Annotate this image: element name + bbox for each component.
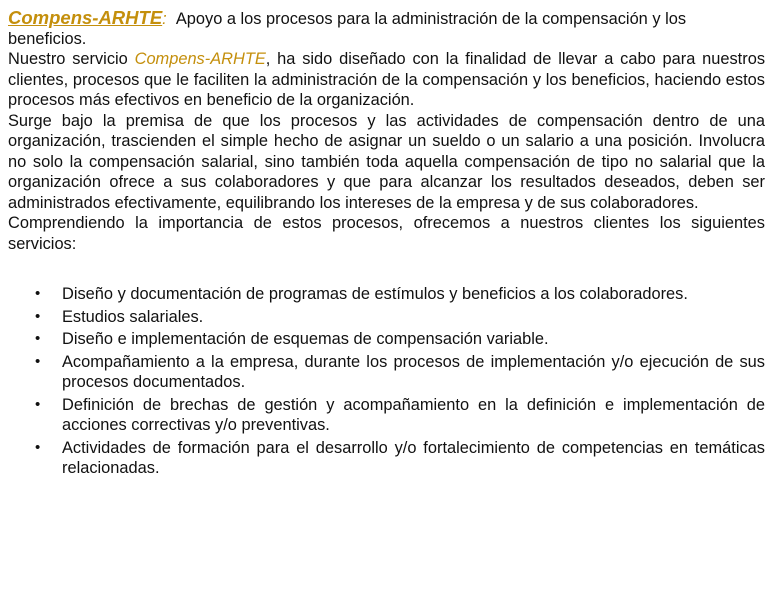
bullet-icon: • <box>35 330 41 347</box>
service-text: Diseño y documentación de programas de estímulos y beneficios a los colaboradores. <box>62 285 688 303</box>
brand-title: Compens-ARHTE <box>8 7 163 28</box>
bullet-icon: • <box>35 285 41 302</box>
bullet-icon: • <box>35 438 41 456</box>
list-item <box>8 395 765 436</box>
document-page <box>8 8 765 481</box>
list-item <box>8 438 765 479</box>
brand-colon: : <box>162 10 167 28</box>
bullet-icon: • <box>35 352 41 370</box>
list-item <box>8 284 765 305</box>
list-item <box>8 329 765 350</box>
list-item <box>8 307 765 328</box>
bullet-icon: • <box>35 307 41 325</box>
intro-text-before: Nuestro servicio <box>8 50 135 68</box>
service-text: Estudios salariales. <box>62 307 204 326</box>
service-text: Acompañamiento a la empresa, durante los procesos de implementación y/o ejecución de sus procesos documentados. <box>62 352 765 391</box>
header-subtitle: Apoyo a los procesos para la administración de la compensación y los beneficios. <box>8 10 687 48</box>
service-text: Actividades de formación para el desarrollo y/o fortalecimiento de competencias en temáticas relacionadas. <box>62 438 765 477</box>
intro-text-after: , ha sido diseñado con la finalidad de llevar a cabo para nuestros clientes, procesos que le faciliten la administración de la compensación y los beneficios, haciendo estos procesos más efectivos en beneficio de la organización. <box>8 50 766 109</box>
intro-paragraph <box>8 49 765 111</box>
header <box>8 8 765 49</box>
premise-paragraph: Surge bajo la premisa de que los procesos y las actividades de compensación dentro de una organización, trascienden el simple hecho de asignar un sueldo o un salario a una posición. Involucra no solo la compensación salarial, sino también toda aquella compensación de tipo no salarial que la organización ofrece a sus colaboradores y que para alcanzar los resultados deseados, deben ser administrados efectivamente, equilibrando los intereses de la empresa y de sus colaboradores. <box>8 111 765 212</box>
service-text: Definición de brechas de gestión y acompañamiento en la definición e implementación de acciones correctivas y/o preventivas. <box>62 395 765 434</box>
services-list <box>8 284 765 479</box>
bullet-icon: • <box>35 395 41 413</box>
service-text: Diseño e implementación de esquemas de compensación variable. <box>62 330 549 348</box>
intro-brand: Compens-ARHTE <box>134 50 266 68</box>
list-item <box>8 352 765 393</box>
offer-paragraph: Comprendiendo la importancia de estos procesos, ofrecemos a nuestros clientes los siguientes servicios: <box>8 214 765 253</box>
